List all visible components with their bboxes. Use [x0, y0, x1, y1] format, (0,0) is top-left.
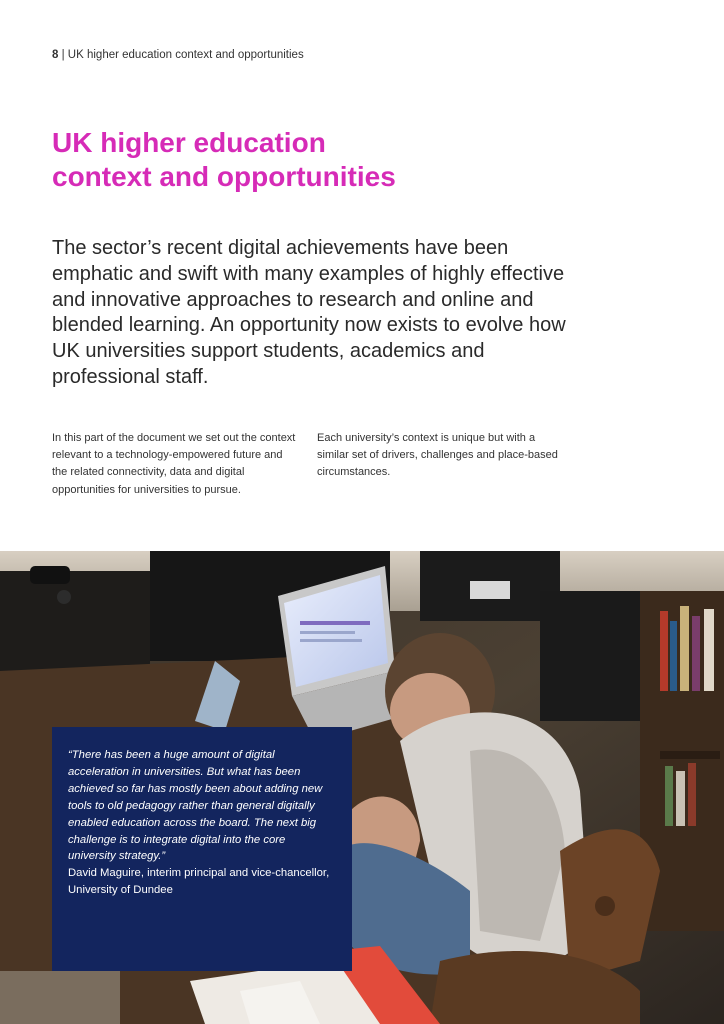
page-number: 8	[52, 49, 59, 61]
page-title-line-1: UK higher education	[52, 127, 326, 158]
quote-text: “There has been a huge amount of digital acceleration in universities. But what has been achieved so far has mostly been about adding new tools to old pedagogy rather than general digitally enabled education across the board. The next big challenge is to integrate digital into the core university strategy.”	[68, 749, 323, 863]
running-header	[52, 49, 304, 61]
quote-box	[52, 727, 352, 971]
header-separator: |	[58, 49, 68, 61]
body-column-right: Each university’s context is unique but with a similar set of drivers, challenges and place-based circumstances.	[317, 432, 558, 479]
page-title-line-2: context and opportunities	[52, 161, 396, 192]
page-title	[52, 126, 396, 194]
quote-attribution: David Maguire, interim principal and vice-chancellor, University of Dundee	[68, 867, 330, 897]
body-column-left: In this part of the document we set out the context relevant to a technology-empowered future and the related connectivity, data and digital opportunities for universities to pursue.	[52, 432, 296, 496]
lead-paragraph: The sector’s recent digital achievements have been emphatic and swift with many examples of highly effective and innovative approaches to research and online and blended learning. An opportunity now exists to evolve how UK universities support students, academics and professional staff.	[52, 237, 566, 388]
header-section-title: UK higher education context and opportunities	[67, 49, 304, 61]
